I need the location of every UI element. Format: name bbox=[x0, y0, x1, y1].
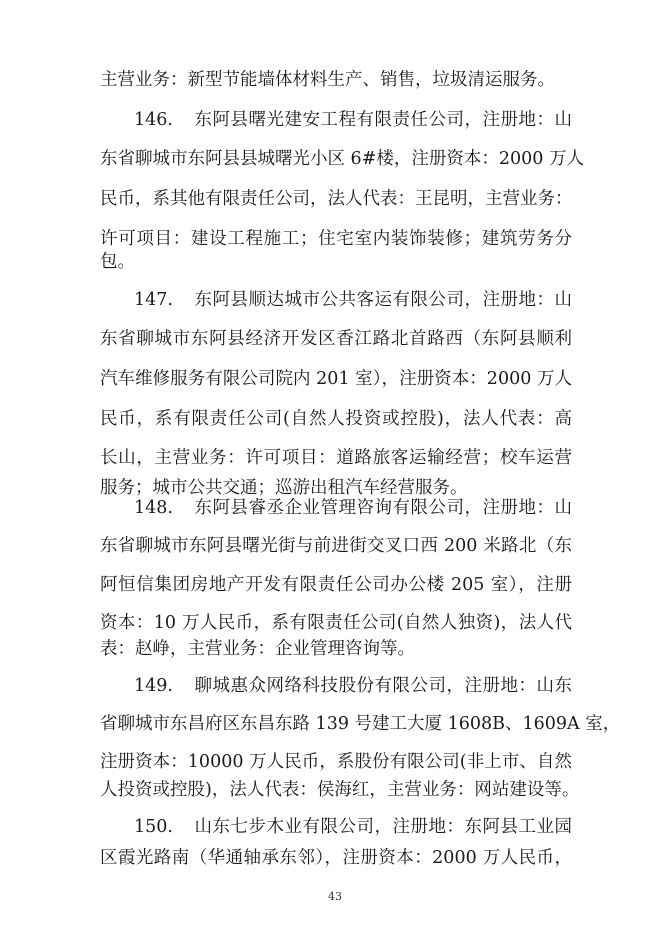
entry-heading-text: 山东七步木业有限公司，注册地：东阿县工业园 bbox=[194, 817, 572, 837]
text-line: 汽车维修服务有限公司院内 201 室），注册资本：2000 万人 bbox=[100, 369, 572, 389]
entry-heading-text: 东阿县顺达城市公共客运有限公司，注册地：山 bbox=[194, 290, 572, 310]
entry-heading-line bbox=[134, 810, 572, 844]
text-line: 长山，主营业务：许可项目：道路旅客运输经营；校车运营 bbox=[100, 448, 572, 468]
entry-number: 149. bbox=[134, 676, 173, 696]
entry-number: 146. bbox=[134, 110, 173, 130]
entry-heading-line bbox=[134, 491, 572, 525]
text-line: 表：赵峥，主营业务：企业管理咨询等。 bbox=[100, 639, 415, 659]
text-line: 东省聊城市东阿县经济开发区香江路北首路西（东阿县顺利 bbox=[100, 329, 572, 349]
entry-number: 148. bbox=[134, 498, 173, 518]
text-line: 东省聊城市东阿县曙光街与前进街交叉口西 200 米路北（东 bbox=[100, 536, 572, 556]
text-line: 主营业务：新型节能墙体材料生产、销售，垃圾清运服务。 bbox=[100, 70, 555, 90]
entry-heading-line bbox=[134, 103, 572, 137]
entry-heading-text: 东阿县曙光建安工程有限责任公司，注册地：山 bbox=[194, 110, 572, 130]
text-line: 民币，系其他有限责任公司，法人代表：王昆明，主营业务： bbox=[100, 189, 573, 209]
entry-heading-line bbox=[134, 283, 572, 317]
text-line: 东省聊城市东阿县县城曙光小区 6#楼，注册资本：2000 万人 bbox=[100, 149, 584, 169]
text-line: 省聊城市东昌府区东昌东路 139 号建工大厦 1608B、1609A 室， bbox=[100, 714, 621, 734]
text-line: 资本：10 万人民币，系有限责任公司(自然人独资)，法人代 bbox=[100, 613, 572, 633]
text-line: 许可项目：建设工程施工；住宅室内装饰装修；建筑劳务分 bbox=[100, 229, 572, 249]
entry-heading-line bbox=[134, 669, 572, 703]
text-line: 区霞光路南（华通轴承东邻），注册资本：2000 万人民币， bbox=[100, 848, 572, 868]
text-line: 服务；城市公共交通；巡游出租汽车经营服务。 bbox=[100, 478, 468, 498]
text-line: 包。 bbox=[100, 252, 135, 272]
entry-number: 147. bbox=[134, 290, 173, 310]
entry-heading-text: 东阿县睿丞企业管理咨询有限公司，注册地：山 bbox=[194, 498, 572, 518]
text-line: 人投资或控股)，法人代表：侯海红，主营业务：网站建设等。 bbox=[100, 780, 580, 800]
entry-number: 150. bbox=[134, 817, 173, 837]
text-line: 注册资本：10000 万人民币，系股份有限公司(非上市、自然 bbox=[100, 752, 572, 772]
text-line: 民币，系有限责任公司(自然人投资或控股)，法人代表：高 bbox=[100, 409, 572, 429]
page-number: 43 bbox=[328, 890, 342, 903]
entry-heading-text: 聊城惠众网络科技股份有限公司，注册地：山东 bbox=[194, 676, 572, 696]
text-line: 阿恒信集团房地产开发有限责任公司办公楼 205 室），注册 bbox=[100, 575, 572, 595]
